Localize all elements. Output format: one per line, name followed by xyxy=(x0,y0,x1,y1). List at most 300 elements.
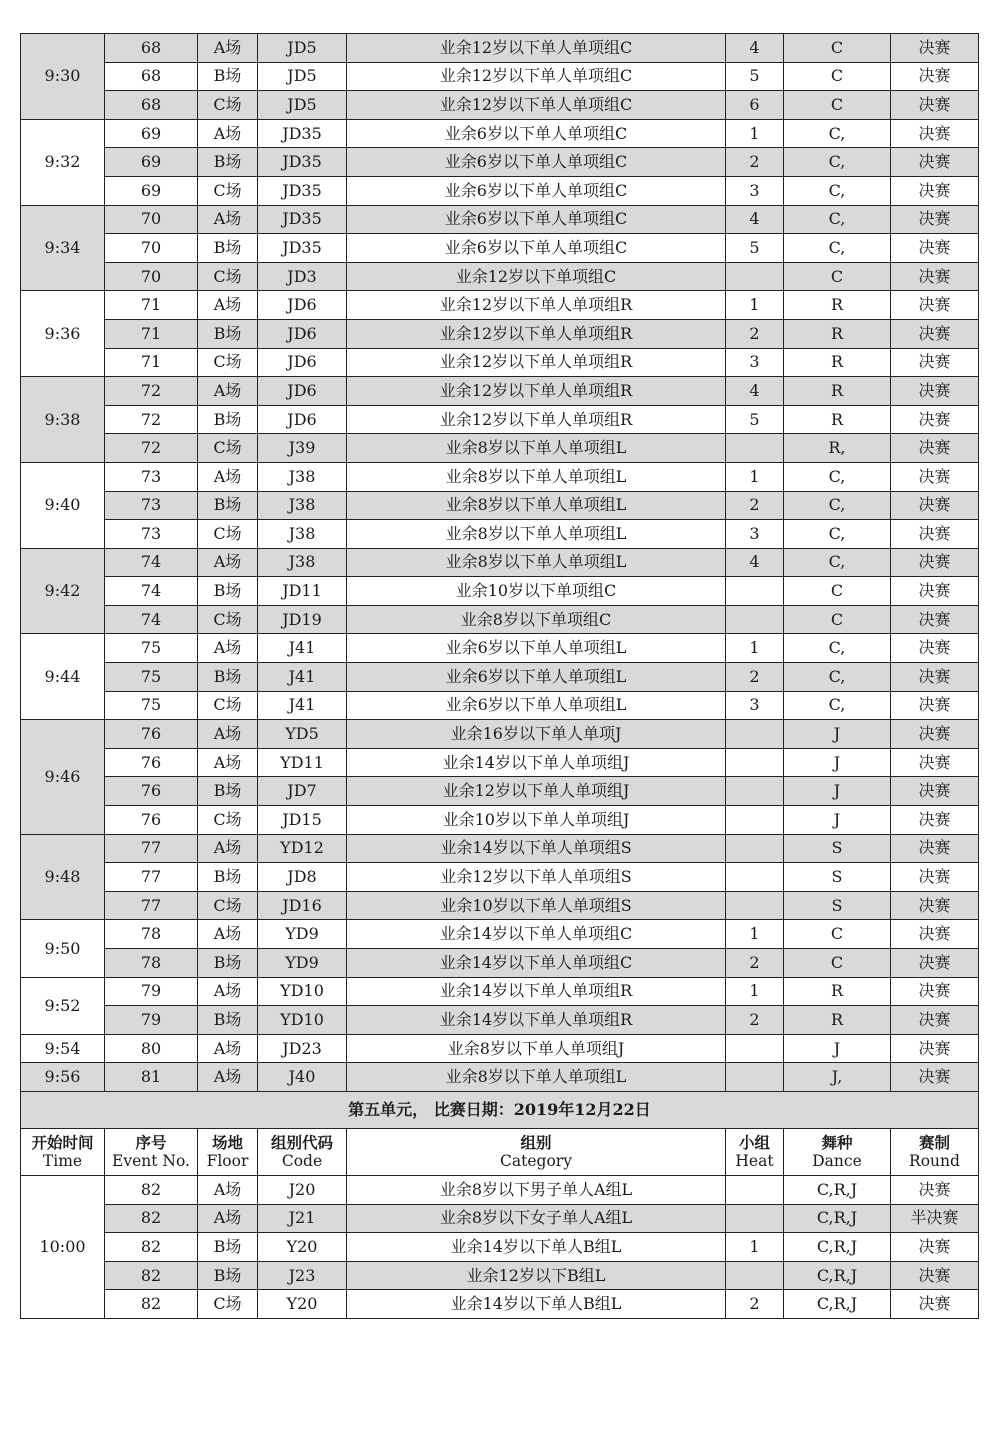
table-row xyxy=(21,1233,979,1262)
code-cell: YD5 xyxy=(258,720,347,749)
floor-cell: C场 xyxy=(198,605,258,634)
table-row xyxy=(21,777,979,806)
heat-cell: 3 xyxy=(726,348,784,377)
code-cell: J38 xyxy=(258,491,347,520)
header-time: 开始时间 Time xyxy=(21,1128,105,1175)
category-cell: 业余6岁以下单人单项组L xyxy=(347,634,726,663)
heat-cell: 2 xyxy=(726,1290,784,1319)
dance-cell: J xyxy=(784,1034,891,1063)
section-title-row xyxy=(21,1091,979,1128)
table-row xyxy=(21,1034,979,1063)
header-code: 组别代码 Code xyxy=(258,1128,347,1175)
code-cell: J38 xyxy=(258,548,347,577)
heat-cell: 2 xyxy=(726,148,784,177)
floor-cell: B场 xyxy=(198,663,258,692)
event-no-cell: 69 xyxy=(105,176,198,205)
event-no-cell: 82 xyxy=(105,1175,198,1204)
round-cell: 决赛 xyxy=(891,262,979,291)
heat-cell: 5 xyxy=(726,405,784,434)
round-cell: 决赛 xyxy=(891,920,979,949)
category-cell: 业余12岁以下单人单项组R xyxy=(347,348,726,377)
category-cell: 业余6岁以下单人单项组C xyxy=(347,234,726,263)
dance-cell: S xyxy=(784,834,891,863)
time-cell: 9:48 xyxy=(21,834,105,920)
code-cell: J20 xyxy=(258,1175,347,1204)
event-no-cell: 68 xyxy=(105,91,198,120)
floor-cell: B场 xyxy=(198,949,258,978)
code-cell: JD11 xyxy=(258,577,347,606)
round-cell: 决赛 xyxy=(891,634,979,663)
category-cell: 业余6岁以下单人单项组C xyxy=(347,148,726,177)
round-cell: 决赛 xyxy=(891,691,979,720)
round-cell: 决赛 xyxy=(891,1175,979,1204)
event-no-cell: 78 xyxy=(105,949,198,978)
dance-cell: C,R,J xyxy=(784,1261,891,1290)
heat-cell: 6 xyxy=(726,91,784,120)
floor-cell: B场 xyxy=(198,1233,258,1262)
heat-cell: 4 xyxy=(726,377,784,406)
heat-cell: 1 xyxy=(726,977,784,1006)
category-cell: 业余6岁以下单人单项组C xyxy=(347,119,726,148)
code-cell: JD6 xyxy=(258,377,347,406)
code-cell: JD6 xyxy=(258,319,347,348)
heat-cell: 1 xyxy=(726,1233,784,1262)
floor-cell: A场 xyxy=(198,34,258,63)
heat-cell: 3 xyxy=(726,520,784,549)
event-no-cell: 76 xyxy=(105,806,198,835)
code-cell: Y20 xyxy=(258,1290,347,1319)
dance-cell: C,R,J xyxy=(784,1290,891,1319)
event-no-cell: 72 xyxy=(105,434,198,463)
category-cell: 业余16岁以下单人单项J xyxy=(347,720,726,749)
code-cell: YD10 xyxy=(258,1006,347,1035)
floor-cell: A场 xyxy=(198,1204,258,1233)
category-cell: 业余8岁以下男子单人A组L xyxy=(347,1175,726,1204)
event-no-cell: 72 xyxy=(105,405,198,434)
dance-cell: C, xyxy=(784,691,891,720)
time-cell: 9:56 xyxy=(21,1063,105,1092)
dance-cell: R xyxy=(784,977,891,1006)
event-no-cell: 78 xyxy=(105,920,198,949)
event-no-cell: 82 xyxy=(105,1233,198,1262)
heat-cell xyxy=(726,577,784,606)
table-row xyxy=(21,1006,979,1035)
category-cell: 业余8岁以下单人单项组L xyxy=(347,1063,726,1092)
category-cell: 业余10岁以下单人单项组J xyxy=(347,806,726,835)
time-cell: 9:40 xyxy=(21,462,105,548)
event-no-cell: 74 xyxy=(105,605,198,634)
heat-cell: 1 xyxy=(726,634,784,663)
heat-cell xyxy=(726,1063,784,1092)
round-cell: 决赛 xyxy=(891,176,979,205)
table-row xyxy=(21,663,979,692)
heat-cell xyxy=(726,1204,784,1233)
header-heat: 小组 Heat xyxy=(726,1128,784,1175)
round-cell: 决赛 xyxy=(891,148,979,177)
heat-cell xyxy=(726,605,784,634)
time-cell: 9:44 xyxy=(21,634,105,720)
code-cell: J39 xyxy=(258,434,347,463)
floor-cell: C场 xyxy=(198,891,258,920)
schedule-body-session-5 xyxy=(21,1175,979,1318)
dance-cell: C, xyxy=(784,119,891,148)
table-row xyxy=(21,577,979,606)
category-cell: 业余14岁以下单人B组L xyxy=(347,1290,726,1319)
event-no-cell: 77 xyxy=(105,891,198,920)
code-cell: JD7 xyxy=(258,777,347,806)
floor-cell: B场 xyxy=(198,62,258,91)
round-cell: 决赛 xyxy=(891,949,979,978)
event-no-cell: 68 xyxy=(105,34,198,63)
round-cell: 决赛 xyxy=(891,91,979,120)
table-row xyxy=(21,634,979,663)
table-row xyxy=(21,949,979,978)
dance-cell: C xyxy=(784,920,891,949)
heat-cell xyxy=(726,777,784,806)
floor-cell: A场 xyxy=(198,1175,258,1204)
code-cell: JD16 xyxy=(258,891,347,920)
round-cell: 决赛 xyxy=(891,1290,979,1319)
time-cell: 10:00 xyxy=(21,1175,105,1318)
session-5-heading xyxy=(21,1091,979,1175)
dance-cell: C, xyxy=(784,548,891,577)
category-cell: 业余12岁以下单人单项组C xyxy=(347,34,726,63)
round-cell: 决赛 xyxy=(891,663,979,692)
category-cell: 业余8岁以下单人单项组L xyxy=(347,548,726,577)
code-cell: J38 xyxy=(258,462,347,491)
table-row xyxy=(21,462,979,491)
event-no-cell: 71 xyxy=(105,319,198,348)
heat-cell xyxy=(726,1034,784,1063)
dance-cell: C, xyxy=(784,148,891,177)
code-cell: JD35 xyxy=(258,148,347,177)
round-cell: 决赛 xyxy=(891,291,979,320)
table-row xyxy=(21,148,979,177)
round-cell: 决赛 xyxy=(891,319,979,348)
category-cell: 业余12岁以下单项组C xyxy=(347,262,726,291)
round-cell: 决赛 xyxy=(891,119,979,148)
category-cell: 业余6岁以下单人单项组L xyxy=(347,663,726,692)
table-row xyxy=(21,291,979,320)
header-floor: 场地 Floor xyxy=(198,1128,258,1175)
dance-cell: C, xyxy=(784,234,891,263)
heat-cell: 1 xyxy=(726,119,784,148)
heat-cell: 3 xyxy=(726,176,784,205)
column-header-row xyxy=(21,1128,979,1175)
floor-cell: C场 xyxy=(198,520,258,549)
round-cell: 决赛 xyxy=(891,1261,979,1290)
table-row xyxy=(21,548,979,577)
category-cell: 业余6岁以下单人单项组L xyxy=(347,691,726,720)
header-category: 组别 Category xyxy=(347,1128,726,1175)
floor-cell: B场 xyxy=(198,405,258,434)
event-no-cell: 71 xyxy=(105,348,198,377)
table-row xyxy=(21,806,979,835)
code-cell: JD19 xyxy=(258,605,347,634)
event-no-cell: 77 xyxy=(105,863,198,892)
code-cell: JD5 xyxy=(258,91,347,120)
category-cell: 业余8岁以下女子单人A组L xyxy=(347,1204,726,1233)
dance-cell: C xyxy=(784,91,891,120)
round-cell: 决赛 xyxy=(891,720,979,749)
code-cell: JD23 xyxy=(258,1034,347,1063)
time-cell: 9:54 xyxy=(21,1034,105,1063)
code-cell: J41 xyxy=(258,663,347,692)
round-cell: 决赛 xyxy=(891,748,979,777)
event-no-cell: 79 xyxy=(105,1006,198,1035)
event-no-cell: 76 xyxy=(105,777,198,806)
category-cell: 业余14岁以下单人B组L xyxy=(347,1233,726,1262)
table-row xyxy=(21,891,979,920)
time-cell: 9:38 xyxy=(21,377,105,463)
code-cell: J41 xyxy=(258,634,347,663)
table-row xyxy=(21,920,979,949)
heat-cell xyxy=(726,434,784,463)
event-no-cell: 82 xyxy=(105,1290,198,1319)
time-cell: 9:36 xyxy=(21,291,105,377)
heat-cell: 1 xyxy=(726,920,784,949)
category-cell: 业余14岁以下单人单项组S xyxy=(347,834,726,863)
category-cell: 业余6岁以下单人单项组C xyxy=(347,205,726,234)
event-no-cell: 75 xyxy=(105,663,198,692)
table-row xyxy=(21,605,979,634)
event-no-cell: 79 xyxy=(105,977,198,1006)
round-cell: 决赛 xyxy=(891,234,979,263)
heat-cell: 5 xyxy=(726,234,784,263)
dance-cell: C xyxy=(784,262,891,291)
code-cell: J23 xyxy=(258,1261,347,1290)
heat-cell: 2 xyxy=(726,491,784,520)
dance-cell: R xyxy=(784,348,891,377)
floor-cell: A场 xyxy=(198,720,258,749)
floor-cell: A场 xyxy=(198,548,258,577)
table-row xyxy=(21,1261,979,1290)
code-cell: YD11 xyxy=(258,748,347,777)
floor-cell: C场 xyxy=(198,176,258,205)
code-cell: J38 xyxy=(258,520,347,549)
category-cell: 业余12岁以下单人单项组R xyxy=(347,319,726,348)
floor-cell: C场 xyxy=(198,91,258,120)
category-cell: 业余12岁以下单人单项组J xyxy=(347,777,726,806)
dance-cell: C,R,J xyxy=(784,1233,891,1262)
event-no-cell: 71 xyxy=(105,291,198,320)
dance-cell: J xyxy=(784,748,891,777)
table-row xyxy=(21,863,979,892)
category-cell: 业余12岁以下B组L xyxy=(347,1261,726,1290)
category-cell: 业余8岁以下单项组C xyxy=(347,605,726,634)
round-cell: 决赛 xyxy=(891,806,979,835)
heat-cell xyxy=(726,262,784,291)
round-cell: 决赛 xyxy=(891,1006,979,1035)
header-dance: 舞种 Dance xyxy=(784,1128,891,1175)
dance-cell: J xyxy=(784,777,891,806)
code-cell: J41 xyxy=(258,691,347,720)
time-cell: 9:30 xyxy=(21,34,105,120)
code-cell: YD9 xyxy=(258,949,347,978)
floor-cell: B场 xyxy=(198,491,258,520)
floor-cell: A场 xyxy=(198,834,258,863)
heat-cell xyxy=(726,863,784,892)
heat-cell xyxy=(726,834,784,863)
code-cell: JD8 xyxy=(258,863,347,892)
heat-cell: 1 xyxy=(726,291,784,320)
round-cell: 决赛 xyxy=(891,405,979,434)
heat-cell xyxy=(726,748,784,777)
table-row xyxy=(21,91,979,120)
table-row xyxy=(21,491,979,520)
round-cell: 决赛 xyxy=(891,777,979,806)
table-row xyxy=(21,348,979,377)
dance-cell: J, xyxy=(784,1063,891,1092)
table-row xyxy=(21,977,979,1006)
code-cell: JD3 xyxy=(258,262,347,291)
category-cell: 业余8岁以下单人单项组J xyxy=(347,1034,726,1063)
event-no-cell: 69 xyxy=(105,148,198,177)
category-cell: 业余12岁以下单人单项组C xyxy=(347,62,726,91)
heat-cell xyxy=(726,720,784,749)
heat-cell: 1 xyxy=(726,462,784,491)
category-cell: 业余8岁以下单人单项组L xyxy=(347,491,726,520)
code-cell: JD35 xyxy=(258,205,347,234)
table-row xyxy=(21,748,979,777)
floor-cell: B场 xyxy=(198,148,258,177)
table-row xyxy=(21,205,979,234)
heat-cell: 5 xyxy=(726,62,784,91)
category-cell: 业余10岁以下单人单项组S xyxy=(347,891,726,920)
dance-cell: C, xyxy=(784,462,891,491)
round-cell: 决赛 xyxy=(891,434,979,463)
floor-cell: C场 xyxy=(198,806,258,835)
time-cell: 9:50 xyxy=(21,920,105,977)
round-cell: 决赛 xyxy=(891,548,979,577)
event-no-cell: 74 xyxy=(105,577,198,606)
category-cell: 业余12岁以下单人单项组R xyxy=(347,377,726,406)
code-cell: JD6 xyxy=(258,405,347,434)
dance-cell: C, xyxy=(784,491,891,520)
floor-cell: B场 xyxy=(198,1261,258,1290)
round-cell: 决赛 xyxy=(891,834,979,863)
round-cell: 决赛 xyxy=(891,977,979,1006)
round-cell: 决赛 xyxy=(891,605,979,634)
code-cell: JD35 xyxy=(258,234,347,263)
code-cell: YD9 xyxy=(258,920,347,949)
floor-cell: B场 xyxy=(198,1006,258,1035)
dance-cell: C, xyxy=(784,634,891,663)
category-cell: 业余14岁以下单人单项组R xyxy=(347,1006,726,1035)
dance-cell: J xyxy=(784,806,891,835)
code-cell: YD10 xyxy=(258,977,347,1006)
dance-cell: R xyxy=(784,291,891,320)
table-row xyxy=(21,1063,979,1092)
floor-cell: B场 xyxy=(198,863,258,892)
floor-cell: C场 xyxy=(198,434,258,463)
event-no-cell: 82 xyxy=(105,1261,198,1290)
code-cell: JD35 xyxy=(258,176,347,205)
table-row xyxy=(21,720,979,749)
event-no-cell: 68 xyxy=(105,62,198,91)
floor-cell: A场 xyxy=(198,1034,258,1063)
table-row xyxy=(21,262,979,291)
event-no-cell: 74 xyxy=(105,548,198,577)
header-round: 赛制 Round xyxy=(891,1128,979,1175)
category-cell: 业余6岁以下单人单项组C xyxy=(347,176,726,205)
table-row xyxy=(21,119,979,148)
dance-cell: C, xyxy=(784,205,891,234)
heat-cell: 2 xyxy=(726,319,784,348)
floor-cell: A场 xyxy=(198,205,258,234)
heat-cell: 2 xyxy=(726,663,784,692)
round-cell: 决赛 xyxy=(891,491,979,520)
floor-cell: A场 xyxy=(198,1063,258,1092)
round-cell: 决赛 xyxy=(891,1034,979,1063)
floor-cell: A场 xyxy=(198,634,258,663)
table-row xyxy=(21,377,979,406)
heat-cell xyxy=(726,1175,784,1204)
floor-cell: A场 xyxy=(198,119,258,148)
category-cell: 业余14岁以下单人单项组R xyxy=(347,977,726,1006)
event-no-cell: 82 xyxy=(105,1204,198,1233)
table-row xyxy=(21,434,979,463)
event-no-cell: 75 xyxy=(105,634,198,663)
floor-cell: C场 xyxy=(198,348,258,377)
category-cell: 业余8岁以下单人单项组L xyxy=(347,434,726,463)
table-row xyxy=(21,691,979,720)
round-cell: 半决赛 xyxy=(891,1204,979,1233)
table-row xyxy=(21,34,979,63)
event-no-cell: 73 xyxy=(105,520,198,549)
code-cell: J21 xyxy=(258,1204,347,1233)
event-no-cell: 70 xyxy=(105,234,198,263)
event-no-cell: 76 xyxy=(105,748,198,777)
round-cell: 决赛 xyxy=(891,34,979,63)
code-cell: JD15 xyxy=(258,806,347,835)
dance-cell: C, xyxy=(784,520,891,549)
code-cell: JD5 xyxy=(258,62,347,91)
dance-cell: C,R,J xyxy=(784,1204,891,1233)
floor-cell: B场 xyxy=(198,577,258,606)
round-cell: 决赛 xyxy=(891,348,979,377)
table-row xyxy=(21,62,979,91)
table-row xyxy=(21,319,979,348)
dance-cell: C xyxy=(784,949,891,978)
heat-cell: 4 xyxy=(726,205,784,234)
dance-cell: R xyxy=(784,319,891,348)
table-row xyxy=(21,405,979,434)
category-cell: 业余8岁以下单人单项组L xyxy=(347,462,726,491)
category-cell: 业余12岁以下单人单项组C xyxy=(347,91,726,120)
event-no-cell: 70 xyxy=(105,262,198,291)
floor-cell: C场 xyxy=(198,262,258,291)
dance-cell: S xyxy=(784,863,891,892)
round-cell: 决赛 xyxy=(891,205,979,234)
event-no-cell: 75 xyxy=(105,691,198,720)
event-no-cell: 70 xyxy=(105,205,198,234)
table-row xyxy=(21,1204,979,1233)
category-cell: 业余12岁以下单人单项组S xyxy=(347,863,726,892)
event-no-cell: 69 xyxy=(105,119,198,148)
table-row xyxy=(21,234,979,263)
schedule-table xyxy=(20,33,979,1319)
round-cell: 决赛 xyxy=(891,577,979,606)
category-cell: 业余14岁以下单人单项组C xyxy=(347,949,726,978)
code-cell: YD12 xyxy=(258,834,347,863)
round-cell: 决赛 xyxy=(891,377,979,406)
dance-cell: C xyxy=(784,577,891,606)
floor-cell: B场 xyxy=(198,319,258,348)
round-cell: 决赛 xyxy=(891,863,979,892)
floor-cell: A场 xyxy=(198,748,258,777)
floor-cell: A场 xyxy=(198,291,258,320)
